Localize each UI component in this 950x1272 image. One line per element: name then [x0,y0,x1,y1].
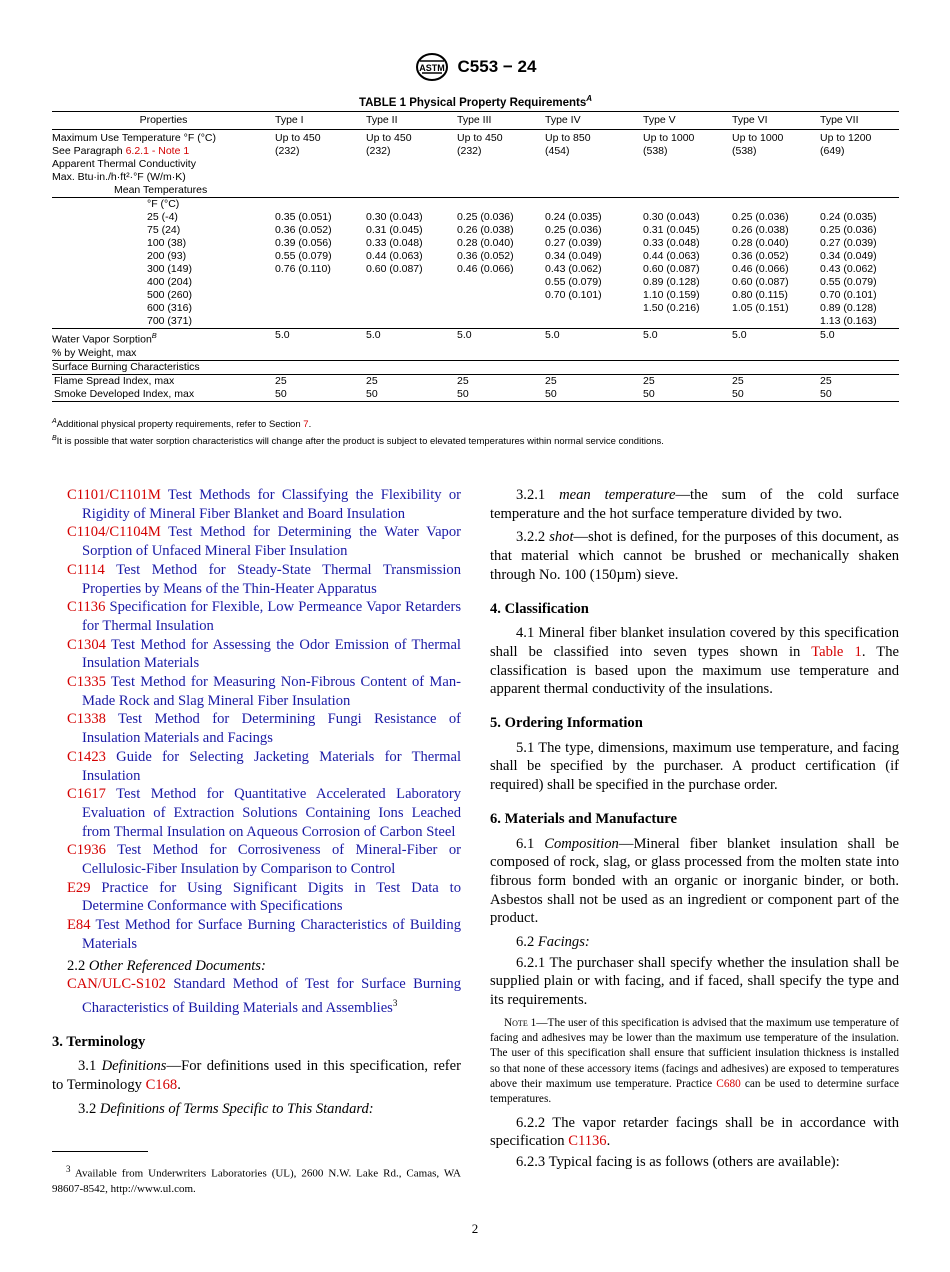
reference-title-link[interactable]: Guide for Selecting Jacketing Materials for Thermal Insulation [82,748,461,784]
table-cell: 5.0 [457,329,545,347]
page-number: 2 [471,1221,479,1236]
row-label-cell: 500 (260) [147,289,192,301]
row-label-cell: 300 (149) [147,263,192,275]
paragraph-link[interactable]: 6.2.1 - Note 1 [125,145,190,157]
table-cell: 50 [732,388,820,402]
reference-item [52,710,461,747]
table-cell: 50 [366,388,457,402]
table-cell: 25 [545,374,643,388]
reference-code-link[interactable]: C1304 [67,636,106,653]
reference-list [52,486,461,954]
table-cell: 0.30 (0.043) [643,211,700,223]
table-cell: 25 [275,374,366,388]
reference-title-link[interactable]: Specification for Flexible, Low Permeance Vapor Retarders for Thermal Insulation [82,599,461,634]
table-cell: 0.70 (0.101) [820,289,877,301]
table-link[interactable]: Table 1 [811,643,862,660]
column-header: Type V [643,112,732,130]
row-label-cell: Water Vapor Sorption$^B$ [52,329,275,347]
paragraph: 3.2.1 mean temperature—the sum of the cold surface temperature and the hot surface temperature divided by two. [490,487,900,522]
right-column [490,486,899,1172]
section-heading: 4. Classification [490,600,589,617]
reference-title-link[interactable]: Test Method for Steady-State Thermal Transmission Properties by Means of the Thin-Heater Apparatus [82,561,461,597]
terminology-link[interactable]: C168 [145,1076,178,1093]
table-cell: 0.89 (0.128) [643,276,700,288]
table-row [52,263,899,276]
table-row [52,276,899,289]
section-heading: 5. Ordering Information [490,715,643,732]
reference-code-link[interactable]: C1338 [67,711,106,728]
table-footnotes [52,415,899,449]
table-cell [366,276,457,289]
reference-code-link[interactable]: C1423 [67,748,106,765]
table-cell: 0.55 (0.079) [545,276,602,288]
section-link[interactable]: 7 [303,419,309,431]
footnote-divider [52,1151,148,1152]
reference-item [52,916,461,953]
table-cell [275,315,366,329]
other-documents-heading: 2.2 Other Referenced Documents: [67,957,266,974]
column-header: Type VII [820,112,899,130]
table-cell: 5.0 [820,329,899,347]
table-cell: 0.25 (0.036) [820,224,877,236]
table-cell: 0.43 (0.062) [820,263,877,275]
row-label-cell: Smoke Developed Index, max [52,388,275,402]
reference-item [52,561,461,598]
table-cell: 0.25 (0.036) [732,211,789,223]
paragraph: 6.2.3 Typical facing is as follows (others are available): [516,1154,840,1171]
reference-code-link[interactable]: C1114 [67,561,105,578]
column-header: Type II [366,112,457,130]
table-cell: 25 [643,374,732,388]
table-row [52,347,899,361]
table-cell: 0.44 (0.063) [366,250,423,262]
paragraph: 3.2.2 shot—shot is defined, for the purposes of this document, as that material which cannot be brushed or mechanically shaken through No. 100 (150µm) sieve. [490,529,899,583]
document-code: C553 − 24 [457,57,537,76]
paragraph: 4.1 Mineral fiber blanket insulation covered by this specification shall be classified into seven types shown in Table 1. The classification is based upon the maximum use temperature and apparent thermal conductivity of the insulations. [490,625,899,698]
table-cell: 0.55 (0.079) [275,250,332,262]
column-header: Properties [52,112,275,130]
column-header: Type III [457,112,545,130]
table-cell: 0.60 (0.087) [643,263,700,275]
reference-title-link[interactable]: Practice for Using Significant Digits in Test Data to Determine Conformance with Specifications [82,879,461,915]
table-cell: 0.36 (0.052) [275,224,332,236]
reference-item [52,598,461,635]
reference-code-link[interactable]: E84 [67,917,91,934]
table-footnote-b: $^B$It is possible that water sorption characteristics will change after the product is subject to elevated temperatures within normal service conditions. [52,435,664,448]
table-row [52,224,899,237]
table-cell: 50 [545,388,643,402]
table-row [52,237,899,250]
table-cell [366,289,457,302]
column-header: Type IV [545,112,643,130]
reference-code-link[interactable]: C1936 [67,842,106,859]
table-cell [457,276,545,289]
table-cell [545,302,643,315]
table-cell: 0.27 (0.039) [545,237,602,249]
table-cell: 0.60 (0.087) [366,263,423,275]
table-cell: 0.26 (0.038) [457,224,514,236]
table-cell: 0.30 (0.043) [366,211,423,223]
table-cell: 0.31 (0.045) [366,224,423,236]
table-cell: 0.27 (0.039) [820,237,877,249]
reference-title-link[interactable]: Test Method for Assessing the Odor Emission of Thermal Insulation Materials [82,636,461,672]
reference-code-link[interactable]: E29 [67,879,91,896]
reference-item [52,636,461,673]
reference-code-link[interactable]: C1136 [67,599,106,616]
table-cell: 25 [732,374,820,388]
note: Note 1—The user of this specification is advised that the maximum use temperature of facing and adhesives may be lower than the maximum use temperature of the insulation. The user of this specification shall ensure that sufficient insulation thickness is installed so that none of these accessory items (facings and adhesives) are exposed to temperatures above their maximum use temperature. Practice C680 can be used to determine surface temperatures. [490,1016,899,1106]
table-cell: 0.70 (0.101) [545,289,602,301]
table-footnote-a: $^A$Additional physical property requirements, refer to Section 7. [52,418,312,431]
reference-item [52,785,461,841]
table-title: TABLE 1 Physical Property Requirements$^A$ [358,94,593,109]
row-label-cell: Flame Spread Index, max [52,374,275,388]
table-cell: 1.10 (0.159) [643,289,700,301]
table-row [52,360,899,374]
table-cell: 0.39 (0.056) [275,237,332,249]
table-cell: 5.0 [732,329,820,347]
table-cell [275,276,366,289]
table-cell [643,315,732,329]
table-cell: 0.46 (0.066) [732,263,789,275]
table-cell [457,289,545,302]
table-row: See Paragraph 6.2.1 - Note 1 (232) (232) (232) (454) (538) (538) (649) [52,145,845,157]
table-cell [545,315,643,329]
row-label-cell: 400 (204) [147,276,192,288]
svg-text:ASTM: ASTM [418,63,445,73]
reference-item [52,879,461,916]
reference-title-link[interactable]: Standard Method of Test for Surface Burning Characteristics of Building Materials and Assemblies [82,976,461,1016]
reference-code-link[interactable]: C1335 [67,674,106,691]
reference-item: CAN/ULC-S102 Standard Method of Test for Surface Burning Characteristics of Building Materials and Assemblies$^3$ [67,976,461,1016]
astm-logo [414,52,450,82]
paragraph: 5.1 The type, dimensions, maximum use temperature, and facing shall be specified by the purchaser. A product certification (if required) shall be specified in the purchase order. [490,739,899,794]
table-cell: 0.26 (0.038) [732,224,789,236]
table-cell: 50 [275,388,366,402]
table-cell: 5.0 [643,329,732,347]
table-cell: 50 [820,388,899,402]
reference-item [52,841,461,878]
table-cell: 0.28 (0.040) [457,237,514,249]
table-cell: 0.34 (0.049) [545,250,602,262]
reference-item [52,748,461,785]
column-header: Type I [275,112,366,130]
section-heading: 3. Terminology [52,1033,146,1050]
table-cell: 1.05 (0.151) [732,302,789,314]
table-cell: 0.43 (0.062) [545,263,602,275]
page-header [0,52,950,82]
table-cell: 1.50 (0.216) [643,302,700,314]
reference-item [52,523,461,560]
table-cell: 25 [820,374,899,388]
table-cell [366,315,457,329]
paragraph: 3.1 Definitions—For definitions used in this specification, refer to Terminology C168. [52,1058,462,1093]
reference-title-link[interactable]: Test Method for Determining Fungi Resistance of Insulation Materials and Facings [82,711,461,747]
table-cell [457,302,545,315]
table-row [52,211,899,224]
reference-item [52,486,461,523]
table-row [52,289,899,302]
row-label-cell: 100 (38) [147,237,187,249]
reference-item [52,673,461,710]
table-cell: 50 [457,388,545,402]
table-row: Max. Btu·in./h·ft²·°F (W/m·K) [52,171,186,183]
table-cell: 0.89 (0.128) [820,302,877,314]
table-cell: 0.33 (0.048) [366,237,423,249]
table-header-row [52,112,899,130]
table-cell: 0.60 (0.087) [732,276,789,288]
table-cell [732,315,820,329]
reference-title-link[interactable]: Test Method for Determining the Water Vapor Sorption of Unfaced Mineral Fiber Insulation [82,524,461,560]
table-cell: 1.13 (0.163) [820,315,877,327]
practice-link[interactable]: C680 [716,1078,741,1091]
table-cell: 0.35 (0.051) [275,211,332,223]
table-cell: 5.0 [366,329,457,347]
specification-link[interactable]: C1136 [568,1133,607,1150]
page-footnote: $^3$ Available from Underwriters Laboratories (UL), 2600 N.W. Lake Rd., Camas, WA 98607-8542, http://www.ul.com. [52,1164,461,1195]
row-label-cell: 700 (371) [147,315,192,327]
table-cell: 0.28 (0.040) [732,237,789,249]
reference-code-link[interactable]: CAN/ULC-S102 [67,976,166,993]
table-row [52,374,899,388]
table-cell: 25 [457,374,545,388]
table-row: Apparent Thermal Conductivity [52,158,196,170]
paragraph: 3.2 Definitions of Terms Specific to This Standard: [78,1100,374,1117]
table-cell [275,302,366,315]
table-cell: 5.0 [275,329,366,347]
table-cell: 0.44 (0.063) [643,250,700,262]
table-row [52,329,899,347]
table-cell: 0.34 (0.049) [820,250,877,262]
row-label-cell: 75 (24) [147,224,181,236]
left-column [52,486,461,1118]
reference-title-link[interactable]: Test Method for Corrosiveness of Mineral-Fiber or Cellulosic-Fiber Insulation by Comparison to Control [82,842,461,878]
table-cell: 0.24 (0.035) [545,211,602,223]
table-cell: 0.36 (0.052) [732,250,789,262]
table-row: Maximum Use Temperature °F (°C) Up to 450 Up to 450 Up to 450 Up to 850 Up to 1000 Up to 1000 Up to 1200 [52,132,872,144]
table-cell [457,315,545,329]
table-cell [275,289,366,302]
table-cell: 0.46 (0.066) [457,263,514,275]
table-cell: 0.25 (0.036) [457,211,514,223]
row-label-cell: 25 (-4) [147,211,178,223]
reference-title-link[interactable]: Test Methods for Classifying the Flexibility or Rigidity of Mineral Fiber Blanket and Board Insulation [82,487,461,522]
table-cell: 0.76 (0.110) [275,263,331,275]
table-cell: 5.0 [545,329,643,347]
table-cell: 0.25 (0.036) [545,224,602,236]
paragraph: 6.2.2 The vapor retarder facings shall be in accordance with specification C1136. [490,1114,899,1150]
table-cell: 50 [643,388,732,402]
paragraph: 6.2.1 The purchaser shall specify whether the insulation shall be supplied plain or with facing, and if faced, shall specify the type and its requirements. [490,954,899,1009]
table-cell: 0.80 (0.115) [732,289,788,301]
reference-title-link[interactable]: Test Method for Surface Burning Characteristics of Building Materials [82,917,461,952]
reference-code-link[interactable]: C1617 [67,786,106,803]
table-cell: 0.33 (0.048) [643,237,700,249]
reference-code-link[interactable]: C1101/C1101M [67,487,161,503]
table-cell: 25 [366,374,457,388]
table-row [52,315,899,329]
table-cell: 0.55 (0.079) [820,276,877,288]
section-heading: 6. Materials and Manufacture [490,810,677,827]
table-row [52,302,899,315]
table-cell: 0.24 (0.035) [820,211,877,223]
row-label-cell: 200 (93) [147,250,187,262]
table-cell: 0.36 (0.052) [457,250,514,262]
table-row: Mean Temperatures [114,184,208,196]
reference-code-link[interactable]: C1104/C1104M [67,524,161,541]
paragraph: 6.1 Composition—Mineral fiber blanket insulation shall be composed of rock, slag, or glass processed from the molten state into fibrous form bonded with an organic or inorganic binder, or both. Asbestos shall not be used as an ingredient or component part of the product. [490,835,899,927]
row-label-cell: 600 (316) [147,302,192,314]
reference-title-link[interactable]: Test Method for Quantitative Accelerated Laboratory Evaluation of Extraction Solutions Containing Ions Leached from Thermal Insulation on Aqueous Corrosion of Carbon Steel [82,786,461,840]
table-cell [366,302,457,315]
column-header: Type VI [732,112,820,130]
paragraph: 6.2 Facings: [516,934,590,951]
row-label-cell: Surface Burning Characteristics [52,360,899,374]
row-label-cell: % by Weight, max [52,346,137,359]
table-row [52,388,899,402]
table-row: °F (°C) [52,198,899,212]
table-row [52,250,899,263]
property-table [52,111,899,402]
reference-title-link[interactable]: Test Method for Measuring Non-Fibrous Content of Man-Made Rock and Slag Mineral Fiber Insulation [82,674,461,709]
table-cell: 0.31 (0.045) [643,224,700,236]
